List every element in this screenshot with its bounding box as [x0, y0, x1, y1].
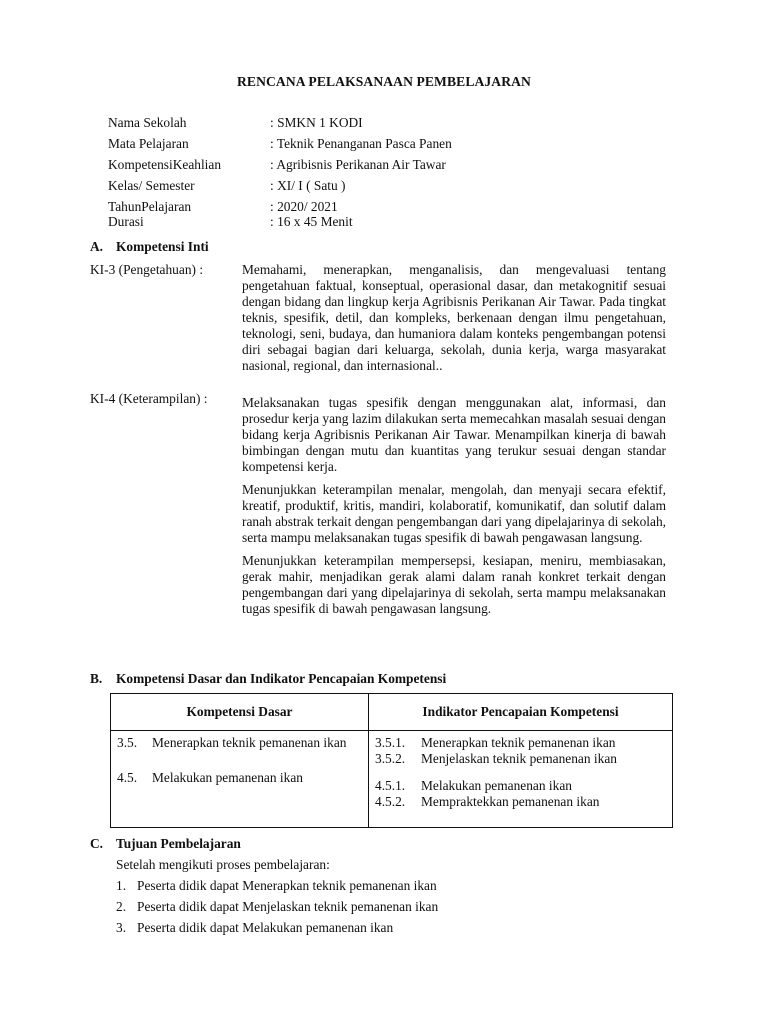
ki3-paragraph: Memahami, menerapkan, menganalisis, dan mengevaluasi tentang pengetahuan faktual, konseptual, operasional dasar, dan metakognitif sesuai dengan bidang dan lingkup kerja Agribisnis Perikanan Air Tawar. Pada tingkat teknis, spesifik, detil, dan kompleks, berkenaan dengan ilmu pengetahuan, teknologi, seni, budaya, dan humaniora dalam konteks pengembangan potensi diri sebagai bagian dari keluarga, sekolah, dunia kerja, warga masyarakat nasional, regional, dan internasional.. [242, 262, 666, 373]
identity-row-subject [108, 136, 630, 157]
ki4-paragraph: Melaksanakan tugas spesifik dengan menggunakan alat, informasi, dan prosedur kerja yang lazim dilakukan serta memecahkan masalah sesuai dengan bidang kerja Agribisnis Perikanan Air Tawar. Menampilkan kinerja di bawah bimbingan dengan mutu dan kuantitas yang terukur sesuai dengan standar kompetensi kerja. [242, 395, 666, 474]
identity-label: Nama Sekolah [108, 115, 187, 130]
objectives-intro: Setelah mengikuti proses pembelajaran: [116, 857, 330, 872]
list-number: 2. [116, 899, 127, 914]
identity-value: : XI/ I ( Satu ) [270, 178, 346, 193]
ki3-label: KI-3 (Pengetahuan) : [90, 262, 204, 277]
indicator-item [375, 794, 666, 810]
indicator-text: Mempraktekkan pemanenan ikan [421, 794, 600, 809]
kd-text: Melakukan pemanenan ikan [152, 770, 303, 785]
section-letter: A. [90, 239, 104, 254]
identity-row-school [108, 115, 630, 136]
section-c-heading [90, 836, 241, 852]
indicator-item [375, 778, 666, 794]
section-title: Kompetensi Dasar dan Indikator Pencapaian Kompetensi [116, 671, 447, 686]
identity-value: : Agribisnis Perikanan Air Tawar [270, 157, 446, 172]
ki4-paragraph: Menunjukkan keterampilan menalar, mengolah, dan menyaji secara efektif, kreatif, produktif, kritis, mandiri, kolaboratif, komunikatif, dan solutif dalam ranah abstrak terkait dengan pengembangan dari yang dipelajarinya di sekolah, serta mampu melaksanakan tugas spesifik di bawah pengawasan langsung. [242, 482, 666, 545]
indicator-text: Menjelaskan teknik pemanenan ikan [421, 751, 617, 766]
identity-value: : SMKN 1 KODI [270, 115, 363, 130]
identity-label: KompetensiKeahlian [108, 157, 222, 172]
kd-item [117, 735, 362, 751]
table-header-indicator: Indikator Pencapaian Kompetensi [369, 694, 673, 731]
competency-table [110, 693, 673, 828]
identity-label: TahunPelajaran [108, 199, 192, 214]
indicator-number: 3.5.1. [375, 735, 406, 750]
identity-label: Kelas/ Semester [108, 178, 195, 193]
ki3-text [242, 262, 666, 381]
identity-value: : 16 x 45 Menit [270, 214, 353, 229]
list-item [116, 899, 438, 920]
ki4-paragraph: Menunjukkan keterampilan mempersepsi, kesiapan, meniru, membiasakan, gerak mahir, menjadikan gerak alami dalam ranah konkret terkait dengan pengembangan dari yang dipelajarinya di sekolah, serta mampu melaksanakan tugas spesifik di bawah pengawasan langsung. [242, 553, 666, 616]
list-number: 3. [116, 920, 127, 935]
identity-value: : 2020/ 2021 [270, 199, 338, 214]
kd-number: 4.5. [117, 770, 138, 785]
kd-text: Menerapkan teknik pemanenan ikan [152, 735, 347, 750]
indicator-text: Menerapkan teknik pemanenan ikan [421, 735, 616, 750]
identity-row-year [108, 199, 630, 214]
list-number: 1. [116, 878, 127, 893]
section-title: Tujuan Pembelajaran [116, 836, 241, 851]
list-text: Peserta didik dapat Melakukan pemanenan ikan [137, 920, 394, 935]
ki4-label: KI-4 (Keterampilan) : [90, 391, 208, 406]
section-title: Kompetensi Inti [116, 239, 209, 254]
list-text: Peserta didik dapat Menerapkan teknik pemanenan ikan [137, 878, 437, 893]
indicator-number: 4.5.1. [375, 778, 406, 793]
identity-row-class [108, 178, 630, 199]
identity-value: : Teknik Penanganan Pasca Panen [270, 136, 452, 151]
identity-row-duration [108, 214, 630, 235]
list-item [116, 878, 438, 899]
table-header-kd: Kompetensi Dasar [111, 694, 369, 731]
indicator-number: 3.5.2. [375, 751, 406, 766]
indicator-cell [369, 731, 673, 828]
identity-label: Durasi [108, 214, 144, 229]
section-letter: B. [90, 671, 103, 686]
spacer [375, 767, 666, 778]
section-a-heading [90, 239, 209, 255]
indicator-item [375, 751, 666, 767]
identity-label: Mata Pelajaran [108, 136, 189, 151]
table-row [111, 731, 673, 828]
indicator-item [375, 735, 666, 751]
section-b-heading [90, 671, 446, 687]
identity-row-expertise [108, 157, 630, 178]
section-letter: C. [90, 836, 104, 851]
kd-cell [111, 731, 369, 828]
ki4-text [242, 395, 666, 624]
table-header-row [111, 694, 673, 731]
kd-item [117, 770, 362, 786]
spacer [117, 751, 362, 770]
indicator-text: Melakukan pemanenan ikan [421, 778, 572, 793]
document-title: RENCANA PELAKSANAAN PEMBELAJARAN [237, 74, 531, 89]
list-item [116, 920, 438, 941]
kd-number: 3.5. [117, 735, 138, 750]
list-text: Peserta didik dapat Menjelaskan teknik pemanenan ikan [137, 899, 439, 914]
objectives-list [116, 878, 438, 941]
identity-block [108, 115, 630, 235]
indicator-number: 4.5.2. [375, 794, 406, 809]
